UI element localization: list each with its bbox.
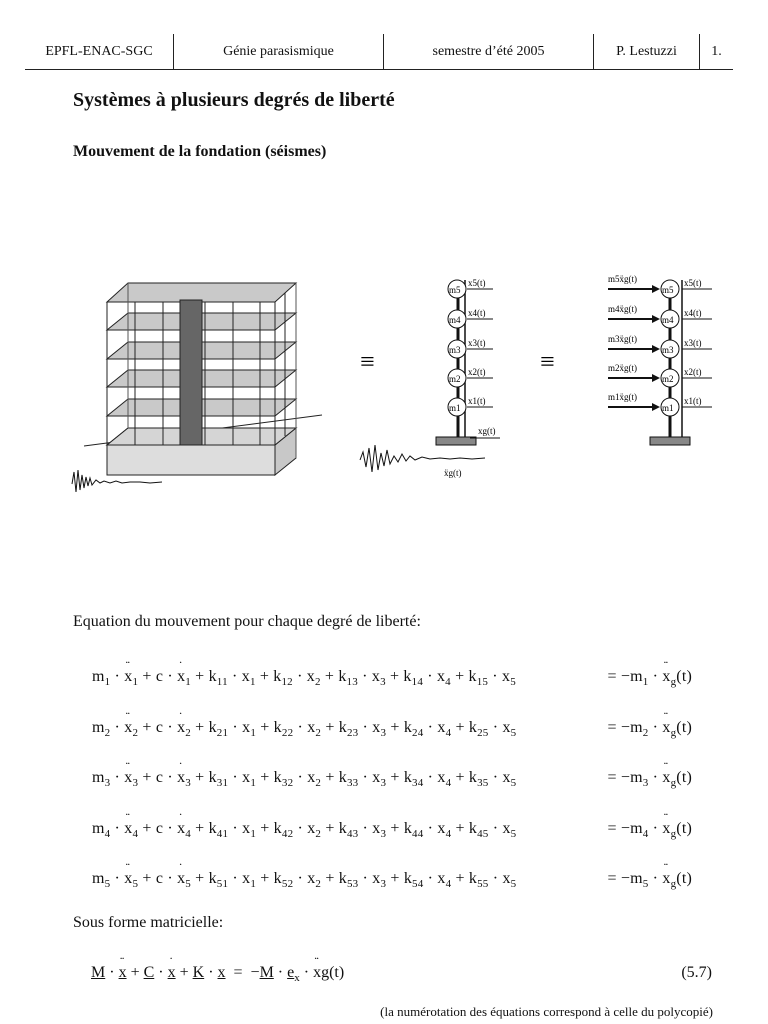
equation-term: 15: [476, 676, 489, 688]
equation-term: 5: [510, 828, 517, 840]
equation-term: . x: [177, 719, 185, 737]
force-label-1: m1ẍg(t): [608, 392, 637, 402]
equation-term: = $-m_2$ · .. $x_g(t)$: [607, 719, 692, 739]
equation-term: 11: [216, 676, 228, 688]
disp2-label-x4: x4(t): [684, 308, 702, 318]
equation-term: 34: [412, 777, 424, 789]
equation-term: 1: [250, 878, 257, 890]
equation-intro: Equation du mouvement pour chaque degré de liberté:: [73, 613, 421, 630]
equation-term: 25: [477, 727, 489, 739]
equation-term: 52: [281, 878, 294, 890]
equation-term: 1: [104, 676, 111, 688]
equation-term: 5: [642, 878, 649, 890]
equation-term: 1: [250, 727, 257, 739]
equation-term: 4: [132, 828, 139, 840]
equation-term: 54: [412, 878, 424, 890]
equation-row: [92, 765, 712, 799]
mass2-label-m4: m4: [662, 315, 674, 325]
ground-acc-sub: g: [321, 964, 330, 981]
equation-term: 4: [185, 828, 191, 840]
equation-term: 35: [477, 777, 489, 789]
equation-term: $m_5$ · .. $x_5 + c$ · . $x_5 + k_{51} \cdot x_1 + k_{52} \cdot x_2 + k_{53} \cdot x_3 + k_{54} \cdot x_4 + k_{55} \cdot x_5$: [92, 870, 516, 890]
equation-term: 31: [216, 777, 229, 789]
ground-acc-label: ẍg(t): [444, 468, 462, 478]
mdof-figure: [60, 270, 740, 510]
header-author: P. Lestuzzi: [594, 34, 700, 69]
stick-model: [436, 280, 500, 445]
equation-term: g: [670, 828, 677, 840]
equation-term: 2: [315, 727, 322, 739]
equation-term: 42: [281, 828, 294, 840]
equation-term: 3: [642, 777, 649, 789]
disp-vector: x: [217, 964, 226, 981]
equation-term: = $-m_4$ · .. $x_g(t)$: [607, 820, 692, 840]
equation-term: .. x: [662, 769, 670, 787]
mass2-label-m3: m3: [662, 345, 674, 355]
equation-term: 4: [445, 878, 452, 890]
equation-term: . x: [177, 820, 185, 838]
equation-term: = $-m_5$ · .. $x_g(t)$: [607, 870, 692, 890]
mass-label-m3: m3: [449, 345, 461, 355]
equation-term: m: [630, 820, 643, 837]
equation-term: 5: [132, 878, 139, 890]
equation-term: 1: [132, 676, 139, 688]
equation-term: g: [670, 777, 677, 789]
force-label-2: m2ẍg(t): [608, 363, 637, 373]
disp-label-x3: x3(t): [468, 338, 486, 348]
equation-term: .. x: [662, 668, 670, 686]
equation-term: g: [670, 878, 677, 890]
equation-term: 1: [249, 676, 256, 688]
equation-term: 4: [104, 828, 111, 840]
mass-label-m1: m1: [449, 403, 461, 413]
equation-row: [92, 715, 712, 749]
page-title: Systèmes à plusieurs degrés de liberté: [73, 89, 395, 111]
equation-term: 5: [185, 878, 191, 890]
equation-term: . x: [177, 668, 185, 686]
equation-term: 1: [250, 777, 257, 789]
equation-term: 4: [642, 828, 649, 840]
disp-label-x1: x1(t): [468, 396, 486, 406]
equation-term: m: [92, 719, 105, 736]
influence-vector: e: [287, 964, 295, 981]
equation-term: 12: [281, 676, 293, 688]
disp2-label-x3: x3(t): [684, 338, 702, 348]
equation-term: 44: [412, 828, 424, 840]
force-label-4: m4ẍg(t): [608, 304, 637, 314]
acc-vector: .. x: [119, 964, 127, 982]
equation-term: m: [92, 769, 105, 786]
equation-term: g: [670, 676, 677, 688]
mass2-label-m2: m2: [662, 374, 674, 384]
stick-model-forces-labels: [608, 274, 702, 413]
equation-term: 14: [411, 676, 424, 688]
equation-term: 3: [104, 777, 111, 789]
ground-disp-label: xg(t): [478, 426, 496, 436]
equation-term: 33: [346, 777, 359, 789]
equation-term: 2: [132, 727, 139, 739]
equation-term: 23: [346, 727, 359, 739]
equation-term: 3: [380, 878, 387, 890]
disp-label-x4: x4(t): [468, 308, 486, 318]
equation-term: 2: [315, 828, 322, 840]
equation-term: = $-m_1$ · .. $x_g(t)$: [607, 668, 692, 688]
equation-term: 13: [346, 676, 358, 688]
equivalence-symbol-2: ≡: [540, 347, 555, 376]
equation-term: .. x: [124, 820, 132, 838]
vel-vector: . x: [168, 964, 176, 982]
equation-term: 2: [104, 727, 111, 739]
equation-term: .. x: [124, 769, 132, 787]
equation-term: 1: [250, 828, 257, 840]
equation-term: 32: [281, 777, 294, 789]
equation-term: 5: [510, 676, 516, 688]
equation-term: 4: [445, 828, 452, 840]
equation-row: [92, 816, 712, 850]
equation-term: m: [92, 820, 105, 837]
mass-label-m2: m2: [449, 374, 461, 384]
header-institution: EPFL-ENAC-SGC: [25, 34, 174, 69]
disp-label-x2: x2(t): [468, 367, 486, 377]
equation-term: m: [630, 870, 643, 887]
mass-matrix-rhs: M: [259, 964, 274, 981]
equation-term: .. x: [662, 870, 670, 888]
building-illustration: [84, 283, 322, 475]
equation-term: . x: [177, 870, 185, 888]
equation-term: 3: [185, 777, 191, 789]
damping-matrix: C: [143, 964, 155, 981]
equation-term: 43: [346, 828, 359, 840]
disp2-label-x5: x5(t): [684, 278, 702, 288]
equation-term: $m_1$ · .. $x_1 + c$ · . $x_1 + k_{11} \cdot x_1 + k_{12} \cdot x_2 + k_{13} \cdot x_3 + k_{14} \cdot x_4 + k_{15} \cdot x_5$: [92, 668, 516, 688]
equation-term: 24: [412, 727, 424, 739]
equation-term: 3: [380, 676, 386, 688]
force-label-3: m3ẍg(t): [608, 334, 637, 344]
equation-term: 53: [346, 878, 359, 890]
equation-term: = $-m_3$ · .. $x_g(t)$: [607, 769, 692, 789]
equation-term: 2: [185, 727, 191, 739]
equation-term: 3: [380, 828, 387, 840]
equation-term: 5: [510, 777, 517, 789]
equation-term: m: [630, 668, 643, 685]
ground-acc: .. x: [313, 964, 321, 982]
equation-term: 5: [510, 878, 517, 890]
equation-term: .. x: [124, 668, 132, 686]
equation-term: .. x: [662, 820, 670, 838]
equivalence-symbol-1: ≡: [360, 347, 375, 376]
equation-term: 5: [104, 878, 111, 890]
equation-term: m: [92, 668, 105, 685]
equation-row: [92, 866, 712, 900]
equation-term: $m_4$ · .. $x_4 + c$ · . $x_4 + k_{41} \cdot x_1 + k_{42} \cdot x_2 + k_{43} \cdot x_3 + k_{44} \cdot x_4 + k_{45} \cdot x_5$: [92, 820, 516, 840]
equation-term: m: [630, 769, 643, 786]
equation-term: 1: [642, 676, 649, 688]
header-semester: semestre d’été 2005: [384, 34, 594, 69]
equation-term: 2: [642, 727, 649, 739]
equation-term: 4: [445, 777, 452, 789]
equation-term: 2: [315, 777, 322, 789]
page-header: [25, 34, 733, 70]
equation-number: (5.7): [681, 964, 712, 981]
footnote: (la numérotation des équations correspond à celle du polycopié): [380, 1004, 713, 1019]
disp2-label-x1: x1(t): [684, 396, 702, 406]
equation-term: g: [670, 727, 677, 739]
ground-acc-t: (t): [329, 964, 345, 981]
equation-term: .. x: [662, 719, 670, 737]
equation-term: 21: [216, 727, 229, 739]
equation-term: 2: [315, 878, 322, 890]
equation-term: 3: [132, 777, 139, 789]
disp2-label-x2: x2(t): [684, 367, 702, 377]
equation-term: 3: [380, 777, 387, 789]
matrix-intro: Sous forme matricielle:: [73, 914, 224, 931]
equation-term: $m_3$ · .. $x_3 + c$ · . $x_3 + k_{31} \cdot x_1 + k_{32} \cdot x_2 + k_{33} \cdot x_3 + k_{34} \cdot x_4 + k_{35} \cdot x_5$: [92, 769, 516, 789]
equation-term: . x: [177, 769, 185, 787]
equation-term: m: [630, 719, 643, 736]
header-page-number: 1.: [711, 43, 722, 59]
equation-term: .. x: [124, 870, 132, 888]
influence-sub: x: [294, 972, 300, 984]
mass-label-m4: m4: [449, 315, 461, 325]
equation-term: 4: [445, 727, 452, 739]
equation-term: 51: [216, 878, 229, 890]
equation-term: 5: [510, 727, 517, 739]
mass-matrix: M: [91, 964, 106, 981]
equation-term: 2: [315, 676, 321, 688]
header-course: Génie parasismique: [174, 34, 384, 69]
equation-term: 22: [281, 727, 294, 739]
mass-label-m5: m5: [449, 285, 461, 295]
equation-term: 1: [185, 676, 191, 688]
section-subtitle: Mouvement de la fondation (séismes): [73, 143, 327, 160]
mass2-label-m1: m1: [662, 403, 674, 413]
equation-term: m: [92, 870, 105, 887]
mass2-label-m5: m5: [662, 285, 674, 295]
equation-term: $m_2$ · .. $x_2 + c$ · . $x_2 + k_{21} \cdot x_1 + k_{22} \cdot x_2 + k_{23} \cdot x_3 + k_{24} \cdot x_4 + k_{25} \cdot x_5$: [92, 719, 516, 739]
equation-term: 55: [477, 878, 489, 890]
equation-row: [92, 664, 712, 698]
force-label-5: m5ẍg(t): [608, 274, 637, 284]
disp-label-x5: x5(t): [468, 278, 486, 288]
equation-term: 4: [445, 676, 451, 688]
stiffness-matrix: K: [192, 964, 205, 981]
equation-term: 45: [477, 828, 489, 840]
equation-term: 41: [216, 828, 229, 840]
equation-term: 3: [380, 727, 387, 739]
matrix-equation: M · .. x + C · . $x + K \cdot x = -M \cdot e_x$ · .. xg(t): [91, 964, 344, 984]
equation-term: .. x: [124, 719, 132, 737]
ground-motion-trace-2: [360, 445, 485, 472]
